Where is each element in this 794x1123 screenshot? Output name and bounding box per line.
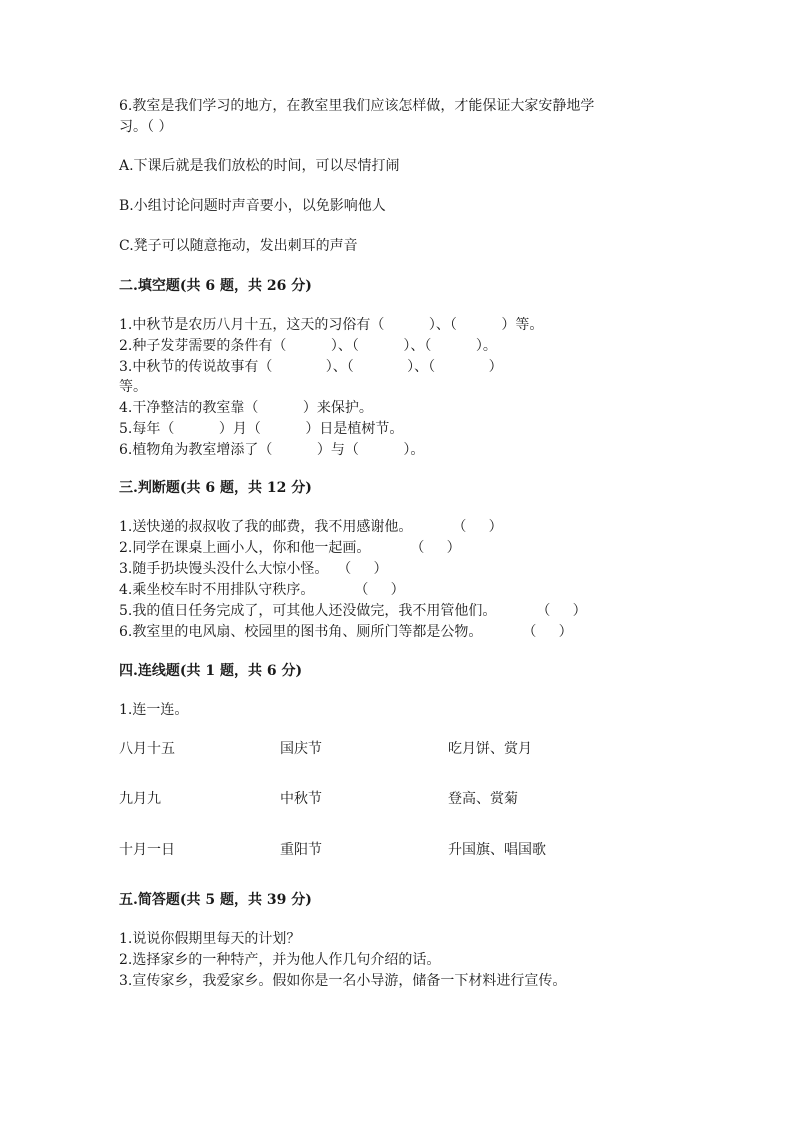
fill-item: 6.植物角为教室增添了（ ）与（ ）。	[119, 442, 425, 458]
fill-item: 3.中秋节的传说故事有（ ）、（ ）、（ ）	[119, 359, 503, 375]
judge-item: 1.送快递的叔叔收了我的邮费，我不用感谢他。 （ ）	[119, 519, 503, 535]
section4-heading: 四.连线题(共 1 题，共 6 分)	[119, 663, 303, 679]
fill-item: 4.干净整洁的教室靠（ ）来保护。	[119, 400, 373, 416]
fill-item: 1.中秋节是农历八月十五，这天的习俗有（ ）、（ ）等。	[119, 317, 544, 333]
judge-item: 3.随手扔块馒头没什么大惊小怪。 （ ）	[119, 561, 388, 577]
short-answer-item: 3.宣传家乡，我爱家乡。假如你是一名小导游，储备一下材料进行宣传。	[119, 973, 567, 989]
match-custom: 登高、赏菊	[448, 791, 518, 807]
match-date: 九月九	[119, 791, 161, 807]
q6-stem-line2: 习。（ ）	[119, 119, 173, 135]
fill-item-continued: 等。	[119, 379, 147, 395]
section3-heading: 三.判断题(共 6 题，共 12 分)	[119, 480, 312, 496]
q6-option-b: B.小组讨论问题时声音要小，以免影响他人	[119, 198, 386, 214]
match-date: 八月十五	[119, 741, 175, 757]
match-festival: 国庆节	[280, 741, 322, 757]
judge-item: 6.教室里的电风扇、校园里的图书角、厕所门等都是公物。 （ ）	[119, 624, 573, 640]
short-answer-item: 1.说说你假期里每天的计划？	[119, 931, 301, 947]
section2-heading: 二.填空题(共 6 题，共 26 分)	[119, 278, 312, 294]
judge-item: 5.我的值日任务完成了，可其他人还没做完，我不用管他们。 （ ）	[119, 603, 587, 619]
q6-option-a: A.下课后就是我们放松的时间，可以尽情打闹	[119, 158, 400, 174]
judge-item: 4.乘坐校车时不用排队守秩序。 （ ）	[119, 582, 405, 598]
match-custom: 升国旗、唱国歌	[448, 842, 546, 858]
fill-item: 5.每年（ ）月（ ）日是植树节。	[119, 421, 404, 437]
q6-stem-line1: 6.教室是我们学习的地方，在教室里我们应该怎样做，才能保证大家安静地学	[119, 98, 595, 114]
matching-prompt: 1.连一连。	[119, 702, 189, 718]
match-date: 十月一日	[119, 842, 175, 858]
fill-item: 2.种子发芽需要的条件有（ ）、（ ）、（ ）。	[119, 338, 497, 354]
match-custom: 吃月饼、赏月	[448, 741, 532, 757]
q6-option-c: C.凳子可以随意拖动，发出刺耳的声音	[119, 238, 358, 254]
match-festival: 重阳节	[280, 842, 322, 858]
short-answer-item: 2.选择家乡的一种特产，并为他人作几句介绍的话。	[119, 952, 441, 968]
match-festival: 中秋节	[280, 791, 322, 807]
judge-item: 2.同学在课桌上画小人，你和他一起画。 （ ）	[119, 540, 461, 556]
section5-heading: 五.简答题(共 5 题，共 39 分)	[119, 892, 312, 908]
